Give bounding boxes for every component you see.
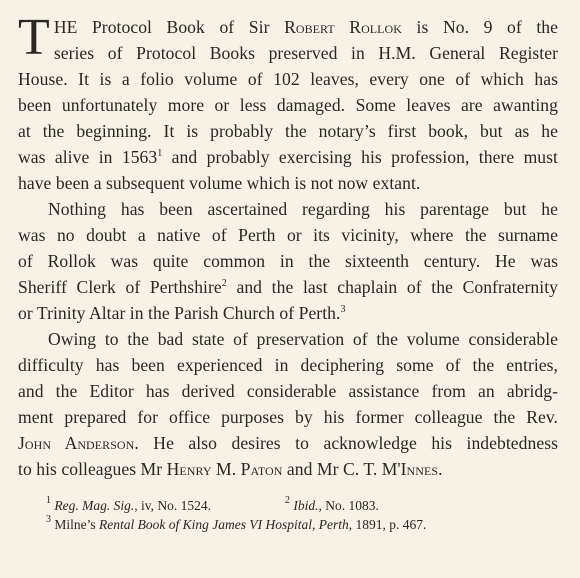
- citation-pre: Milne’s: [54, 517, 100, 532]
- footnote-line: [46, 515, 558, 534]
- text: and probably exercising his profession, there must: [162, 147, 558, 167]
- text: was alive in 1563: [18, 147, 158, 167]
- text-line: Owing to the bad state of preservation of the volume considerable: [48, 329, 558, 349]
- text: . He also desires to acknowledge his indebtedness: [134, 433, 558, 453]
- text-line: series of Protocol Books preserved in H.M. General Register: [53, 43, 558, 63]
- text: and the last chaplain of the Confraternity: [226, 277, 558, 297]
- citation: Rental Book of King James VI Hospital, Perth: [99, 517, 349, 532]
- text-line: at the beginning. It is probably the notary’s first book, but as he: [18, 121, 558, 141]
- text-line: [18, 456, 558, 482]
- text-line: of Rollok was quite common in the sixteenth century. He was: [18, 251, 558, 271]
- text-line: ment prepared for office purposes by his former colleague the Rev.: [18, 407, 558, 427]
- paragraph-1: [18, 9, 559, 196]
- footnotes: [18, 496, 558, 534]
- text-line: have been a subsequent volume which is not now extant.: [18, 173, 421, 193]
- text-line: [18, 14, 558, 40]
- text: HE Protocol Book of Sir: [53, 17, 285, 37]
- person-name: Robert Rollok: [284, 17, 402, 37]
- text-line: was no doubt a native of Perth or its vicinity, where the surname: [18, 225, 558, 245]
- person-name: C. T. M'Innes: [342, 459, 439, 479]
- paragraph-3: [18, 326, 558, 482]
- footnote-ref: 2: [221, 278, 227, 289]
- text-line: difficulty has been experienced in deciphering some of the entries,: [18, 355, 558, 375]
- text: to his colleagues Mr: [18, 459, 167, 479]
- citation: Reg. Mag. Sig.: [54, 498, 135, 513]
- text: is No. 9 of the: [401, 17, 559, 37]
- drop-cap: T: [18, 9, 50, 66]
- text-line: [18, 274, 558, 300]
- text-line: Nothing has been ascertained regarding his parentage but he: [48, 199, 558, 219]
- citation-rest: , No. 1083.: [318, 498, 379, 513]
- text-line: [18, 144, 558, 170]
- footnote-mark: 3: [46, 514, 51, 525]
- citation: Ibid.: [293, 498, 319, 513]
- citation-rest: , 1891, p. 467.: [348, 517, 427, 532]
- text-line: [18, 300, 558, 326]
- citation-rest: , iv, No. 1524.: [134, 498, 211, 513]
- text: Sheriff Clerk of Perthshire: [18, 277, 222, 297]
- text: .: [438, 459, 443, 479]
- text-line: House. It is a folio volume of 102 leaves, every one of which has: [18, 69, 558, 89]
- footnote-ref: 3: [340, 304, 346, 315]
- text-line: and the Editor has derived considerable assistance from an abridg-: [18, 381, 558, 401]
- footnote-mark: 1: [46, 495, 51, 506]
- text-line: [18, 430, 558, 456]
- text: and Mr: [282, 459, 343, 479]
- person-name: Henry M. Paton: [166, 459, 283, 479]
- person-name: John Anderson: [18, 433, 135, 453]
- footnote-mark: 2: [285, 495, 290, 506]
- footnote-line: [46, 496, 558, 515]
- text: or Trinity Altar in the Parish Church of Perth.: [18, 303, 341, 323]
- paragraph-2: [18, 196, 558, 326]
- text-line: been unfortunately more or less damaged. Some leaves are awanting: [18, 95, 558, 115]
- footnote-ref: 1: [157, 148, 163, 159]
